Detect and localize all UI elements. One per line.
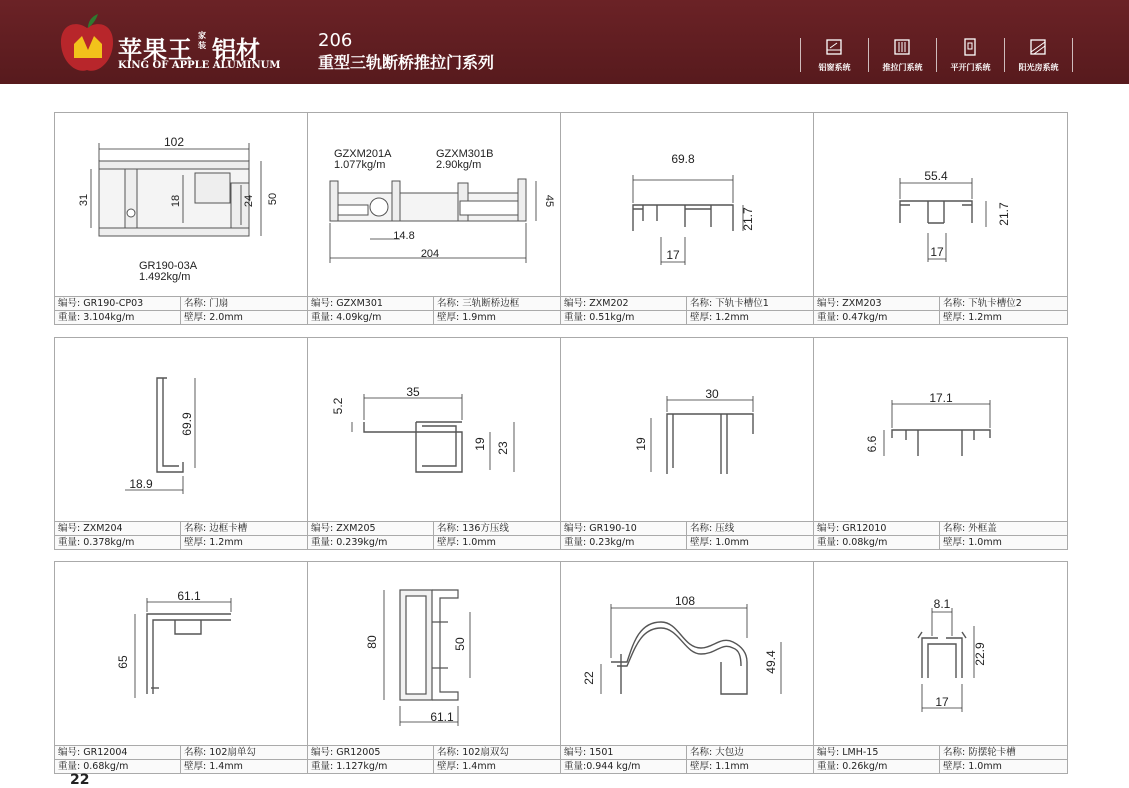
product-code: ZXM205 [336,523,376,534]
product-name: 边框卡槽 [209,523,248,534]
product-code: GR190-10 [589,523,637,534]
product-info: 编号: GR190-CP03 名称: 门扇 重量: 3.104kg/m 壁厚: 2.0mm [55,296,307,324]
product-code: GR190-CP03 [83,298,144,309]
dimension-label: 49.4 [764,650,778,674]
dimension-label: 19 [634,437,648,451]
product-weight: 0.378kg/m [83,537,135,548]
product-thickness: 1.2mm [715,312,749,323]
profile-drawing [561,562,814,742]
profile-note: 1.077kg/m [334,159,386,171]
product-weight: 0.239kg/m [336,537,388,548]
dimension-label: 5.2 [331,397,345,415]
dimension-label: 65 [116,655,130,669]
product-name: 大包边 [715,747,744,758]
product-thickness: 1.4mm [462,761,496,772]
nav-label: 推拉门系统 [882,63,923,72]
dimension-label: 61.1 [177,589,201,603]
product-code: 1501 [589,747,614,758]
profile-drawing [55,562,308,742]
product-weight: 0.944 kg/m [586,761,641,772]
profile-note: GR190-03A [139,260,198,272]
dimension-label: 21.7 [997,202,1011,226]
dimension-label: 31 [78,193,90,207]
product-thickness: 1.0mm [462,537,496,548]
product-card [308,338,561,549]
window-icon [825,38,843,56]
product-card [561,338,814,549]
nav-casement-door-system[interactable] [936,38,1004,72]
dimension-label: 22.9 [973,642,987,666]
product-code: LMH-15 [842,747,879,758]
product-thickness: 1.1mm [715,761,749,772]
nav-label: 铝窗系统 [818,63,851,72]
product-thickness: 1.0mm [968,537,1002,548]
dimension-label: 102 [163,135,185,149]
product-code: GR12010 [842,523,887,534]
dimension-label: 204 [420,248,440,260]
brand-name-cn-2: 铝材 [212,36,260,64]
page-number: 206 [318,30,353,51]
profile-note: 2.90kg/m [436,159,482,171]
product-info: 编号: ZXM203 名称: 下轨卡槽位2 重量: 0.47kg/m 壁厚: 1.2mm [814,296,1067,324]
dimension-label: 21.7 [741,207,755,231]
product-name: 下轨卡槽位2 [968,298,1022,309]
profile-drawing [55,113,308,293]
product-card [561,113,814,324]
product-info: 编号: ZXM205 名称: 136方压线 重量: 0.239kg/m 壁厚: 1.0mm [308,521,560,549]
product-card [55,338,308,549]
casement-door-icon [961,38,979,56]
dimension-label: 61.1 [430,710,454,724]
product-info: 编号: ZXM202 名称: 下轨卡槽位1 重量: 0.51kg/m 壁厚: 1.2mm [561,296,813,324]
dimension-label: 35 [406,385,420,399]
profile-drawing [308,113,561,293]
dimension-label: 22 [582,671,596,685]
product-thickness: 1.2mm [968,312,1002,323]
product-code: GR12004 [83,747,128,758]
nav-sliding-door-system[interactable] [868,38,936,72]
product-card [561,562,814,773]
product-weight: 0.51kg/m [589,312,635,323]
product-name: 门扇 [209,298,229,309]
nav-window-system[interactable] [800,38,868,72]
product-weight: 4.09kg/m [336,312,382,323]
dimension-label: 55.4 [924,169,948,183]
product-info: 编号: GZXM301 名称: 三轨断桥边框 重量: 4.09kg/m 壁厚: 1.9mm [308,296,560,324]
dimension-label: 69.9 [180,412,194,436]
product-code: ZXM204 [83,523,123,534]
product-card [814,562,1067,773]
brand-name-cn: 苹果王 [118,36,193,64]
product-weight: 0.23kg/m [589,537,635,548]
profile-note: GZXM301B [436,148,494,160]
brand-tag: 家装 [198,31,206,50]
dimension-label: 17 [935,695,949,709]
product-card [308,113,561,324]
product-info: 编号: ZXM204 名称: 边框卡槽 重量: 0.378kg/m 壁厚: 1.2mm [55,521,307,549]
product-code: ZXM202 [589,298,629,309]
apple-crown-logo [58,14,116,74]
product-card [55,562,308,773]
product-thickness: 1.9mm [462,312,496,323]
product-name: 102扇单勾 [209,747,256,758]
product-code: GR12005 [336,747,381,758]
product-weight: 0.26kg/m [842,761,888,772]
dimension-label: 24 [243,194,255,208]
product-name: 防摆轮卡槽 [968,747,1016,758]
dimension-label: 19 [473,437,487,451]
product-weight: 0.47kg/m [842,312,888,323]
brand-name-en: KING OF APPLE ALUMINUM [118,60,281,71]
product-name: 压线 [715,523,735,534]
nav-label: 阳光房系统 [1018,63,1059,72]
product-info: 编号: GR12005 名称: 102扇双勾 重量: 1.127kg/m 壁厚: 1.4mm [308,745,560,773]
product-name: 136方压线 [462,523,509,534]
profile-drawing [55,338,308,518]
sunroom-icon [1029,38,1047,56]
dimension-label: 30 [705,387,719,401]
series-title: 重型三轨断桥推拉门系列 [318,53,495,72]
dimension-label: 23 [496,441,510,455]
profile-drawing [561,338,814,518]
page-header [0,0,1129,84]
profile-drawing [814,562,1067,742]
product-info: 编号: 1501 名称: 大包边 重量:0.944 kg/m 壁厚: 1.1mm [561,745,813,773]
product-info: 编号: LMH-15 名称: 防摆轮卡槽 重量: 0.26kg/m 壁厚: 1.0mm [814,745,1067,773]
product-info: 编号: GR12010 名称: 外框盖 重量: 0.08kg/m 壁厚: 1.0mm [814,521,1067,549]
dimension-label: 17.1 [929,391,953,405]
profile-drawing [308,562,561,742]
nav-label: 平开门系统 [950,63,991,72]
nav-sunroom-system[interactable] [1004,38,1073,72]
profile-drawing [814,338,1067,518]
profile-note: GZXM201A [334,148,392,160]
dimension-label: 14.8 [393,230,415,242]
dimension-label: 69.8 [671,152,695,166]
dimension-label: 50 [267,192,279,206]
profile-drawing [561,113,814,293]
product-card [814,338,1067,549]
product-row-3 [54,561,1068,774]
product-name: 三轨断桥边框 [462,298,520,309]
dimension-label: 45 [543,194,555,208]
product-card [55,113,308,324]
system-nav [800,38,1073,72]
profile-note: 1.492kg/m [139,271,191,283]
product-info: 编号: GR12004 名称: 102扇单勾 重量: 0.68kg/m 壁厚: 1.4mm [55,745,307,773]
product-thickness: 2.0mm [209,312,243,323]
dimension-label: 6.6 [865,435,879,453]
dimension-label: 18 [170,194,182,208]
product-name: 外框盖 [968,523,997,534]
dimension-label: 108 [674,594,696,608]
product-row-2 [54,337,1068,550]
product-thickness: 1.0mm [715,537,749,548]
profile-drawing [814,113,1067,293]
footer-page-number: 22 [70,772,90,788]
product-card [814,113,1067,324]
sliding-door-icon [893,38,911,56]
product-weight: 1.127kg/m [336,761,388,772]
product-weight: 0.08kg/m [842,537,888,548]
product-code: ZXM203 [842,298,882,309]
dimension-label: 18.9 [129,477,153,491]
product-code: GZXM301 [336,298,383,309]
product-card [308,562,561,773]
dimension-label: 80 [365,635,379,649]
dimension-label: 8.1 [933,597,951,611]
dimension-label: 17 [666,248,680,262]
product-name: 下轨卡槽位1 [715,298,769,309]
product-thickness: 1.4mm [209,761,243,772]
product-name: 102扇双勾 [462,747,509,758]
product-row-1 [54,112,1068,325]
product-weight: 3.104kg/m [83,312,135,323]
dimension-label: 50 [453,637,467,651]
dimension-label: 17 [930,245,944,259]
product-thickness: 1.0mm [968,761,1002,772]
product-thickness: 1.2mm [209,537,243,548]
product-info: 编号: GR190-10 名称: 压线 重量: 0.23kg/m 壁厚: 1.0mm [561,521,813,549]
product-weight: 0.68kg/m [83,761,129,772]
profile-drawing [308,338,561,518]
